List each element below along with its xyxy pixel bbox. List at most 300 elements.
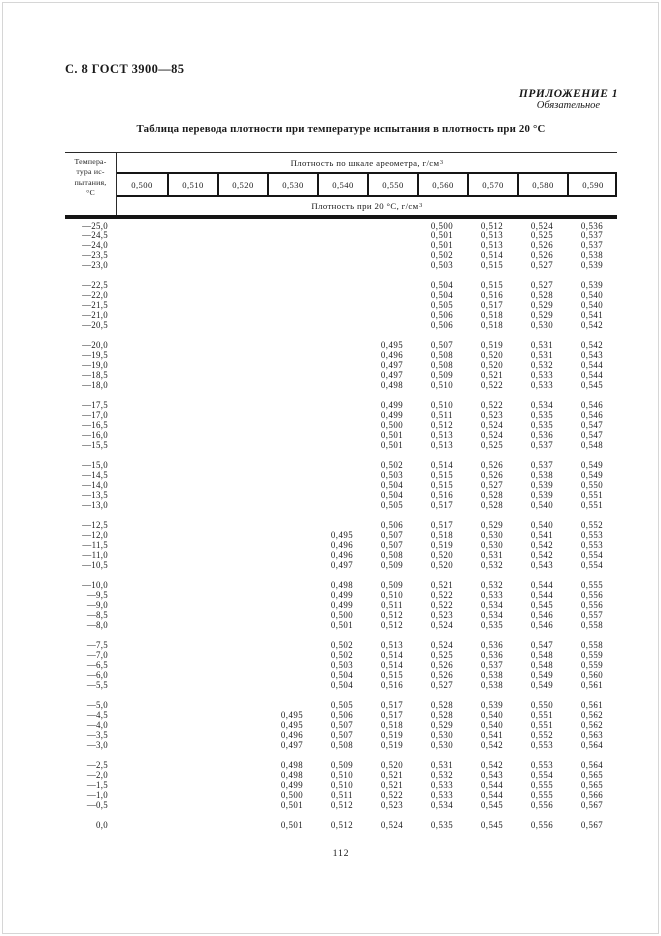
density-value-cell: 0,527 [430, 679, 454, 690]
appendix-block [519, 88, 618, 112]
density-value-cell [167, 781, 217, 791]
density-value-cell [117, 291, 167, 301]
density-value-cell [267, 351, 317, 361]
density-value-cell: 0,520 [430, 549, 454, 560]
density-value-cell [317, 281, 367, 291]
temperature-cell: —16,5 [82, 420, 108, 431]
density-value-cell: 0,533 [530, 379, 554, 390]
density-value-cell: 0,564 [580, 760, 604, 771]
density-value-cell: 0,499 [330, 590, 354, 601]
density-value-cell: 0,497 [330, 559, 354, 570]
density-value-cell: 0,525 [530, 230, 554, 241]
density-value-cell [117, 711, 167, 721]
density-value-cell [267, 291, 317, 301]
density-value-cell [117, 541, 167, 551]
density-value-cell: 0,558 [580, 640, 604, 651]
density-value-cell: 0,495 [280, 710, 304, 721]
density-value-cell [217, 261, 267, 271]
column-header-cell: 0,510 [167, 174, 217, 195]
density-value-cell: 0,536 [580, 220, 604, 231]
density-value-cell [117, 241, 167, 251]
temperature-cell: —8,5 [86, 609, 108, 620]
density-value-cell: 0,515 [430, 480, 454, 491]
density-value-cell [117, 381, 167, 391]
temperature-cell: —15,0 [82, 460, 108, 471]
density-value-cell: 0,542 [580, 319, 604, 330]
density-value-cell: 0,530 [480, 530, 504, 541]
density-value-cell: 0,522 [380, 789, 404, 800]
density-value-cell [117, 801, 167, 811]
temperature-cell: —1,0 [86, 789, 108, 800]
density-value-cell [267, 531, 317, 541]
density-value-cell: 0,531 [530, 340, 554, 351]
density-value-cell: 0,526 [530, 249, 554, 260]
density-value-cell: 0,540 [480, 719, 504, 730]
density-value-cell [217, 601, 267, 611]
density-value-cell: 0,495 [380, 340, 404, 351]
density-value-cell [267, 681, 317, 691]
density-value-cell: 0,541 [530, 530, 554, 541]
density-value-cell: 0,513 [430, 429, 454, 440]
density-value-cell [167, 801, 217, 811]
density-value-cell: 0,555 [580, 580, 604, 591]
density-value-cell: 0,544 [480, 779, 504, 790]
temperature-cell: —13,0 [82, 499, 108, 510]
density-value-cell [167, 501, 217, 511]
density-value-cell: 0,501 [330, 619, 354, 630]
density-value-cell: 0,514 [480, 249, 504, 260]
density-value-cell [217, 611, 267, 621]
density-value-cell: 0,519 [380, 729, 404, 740]
density-value-cell: 0,548 [530, 650, 554, 661]
density-value-cell [167, 441, 217, 451]
temperature-column-header [65, 153, 117, 215]
density-value-cell [217, 351, 267, 361]
density-value-cell [317, 241, 367, 251]
density-value-cell [167, 671, 217, 681]
density-value-cell [367, 261, 417, 271]
density-value-cell: 0,537 [530, 439, 554, 450]
density-value-cell: 0,540 [580, 300, 604, 311]
density-value-cell [217, 541, 267, 551]
density-value-cell: 0,520 [430, 559, 454, 570]
density-value-cell: 0,502 [430, 249, 454, 260]
density-value-cell: 0,546 [580, 410, 604, 421]
density-value-cell [117, 301, 167, 311]
density-value-cell [117, 701, 167, 711]
row-group [65, 341, 617, 390]
density-value-cell [317, 461, 367, 471]
temperature-cell: —4,5 [86, 710, 108, 721]
density-value-cell: 0,518 [380, 719, 404, 730]
density-value-cell: 0,567 [580, 820, 604, 831]
density-value-cell: 0,543 [530, 559, 554, 570]
density-value-cell: 0,510 [430, 379, 454, 390]
density-value-cell: 0,531 [530, 350, 554, 361]
density-value-cell: 0,501 [430, 240, 454, 251]
density-value-cell: 0,551 [530, 719, 554, 730]
density-value-cell [317, 441, 367, 451]
density-value-cell: 0,504 [330, 669, 354, 680]
density-value-cell [217, 281, 267, 291]
density-value-cell: 0,526 [530, 240, 554, 251]
table-row [65, 561, 617, 571]
density-value-cell: 0,535 [430, 820, 454, 831]
density-value-cell: 0,565 [580, 779, 604, 790]
row-group [65, 761, 617, 810]
density-value-cell: 0,529 [480, 520, 504, 531]
density-value-cell: 0,524 [480, 420, 504, 431]
density-value-cell [117, 611, 167, 621]
density-value-cell: 0,551 [580, 499, 604, 510]
density-value-cell [167, 531, 217, 541]
density-value-cell: 0,502 [330, 640, 354, 651]
column-header-cell: 0,500 [131, 179, 153, 190]
density-value-cell: 0,519 [430, 540, 454, 551]
density-value-cell: 0,534 [480, 600, 504, 610]
temperature-cell: —13,5 [82, 489, 108, 500]
corner-line: Темпера- [74, 157, 107, 166]
density-value-cell [167, 401, 217, 411]
temperature-cell: —6,0 [86, 669, 108, 680]
density-value-cell [267, 441, 317, 451]
density-value-cell [267, 491, 317, 501]
table-row [65, 381, 617, 391]
density-value-cell: 0,556 [580, 600, 604, 610]
density-value-cell: 0,517 [380, 710, 404, 721]
table-header-right [117, 153, 617, 215]
temperature-cell: —20,5 [82, 319, 108, 330]
density-value-cell [317, 471, 367, 481]
density-value-cell [167, 311, 217, 321]
density-value-cell [167, 321, 217, 331]
density-value-cell [117, 521, 167, 531]
density-value-cell [267, 501, 317, 511]
column-header-cell: 0,550 [367, 174, 417, 195]
density-value-cell [117, 371, 167, 381]
column-header-cell: 0,520 [217, 174, 267, 195]
density-value-cell: 0,500 [380, 420, 404, 431]
density-value-cell [167, 521, 217, 531]
temperature-cell: —11,5 [82, 540, 108, 551]
density-value-cell [217, 421, 267, 431]
column-header-cell: 0,580 [517, 174, 567, 195]
temperature-cell: —25,0 [82, 220, 108, 231]
temperature-cell: —21,0 [82, 309, 108, 320]
density-value-cell: 0,543 [480, 770, 504, 781]
density-value-cell [117, 251, 167, 261]
density-value-cell: 0,538 [480, 679, 504, 690]
row-group [65, 281, 617, 330]
density-value-cell: 0,523 [480, 410, 504, 421]
density-value-cell: 0,565 [580, 770, 604, 781]
density-value-cell [117, 311, 167, 321]
density-value-cell: 0,554 [580, 559, 604, 570]
density-value-cell [167, 651, 217, 661]
row-group [65, 581, 617, 630]
density-value-cell: 0,549 [530, 669, 554, 680]
density-value-cell: 0,556 [580, 590, 604, 601]
density-value-cell: 0,542 [580, 340, 604, 351]
density-value-cell: 0,540 [530, 520, 554, 531]
density-value-cell [317, 311, 367, 321]
density-value-cell: 0,518 [430, 530, 454, 541]
density-value-cell [267, 361, 317, 371]
density-value-cell [117, 361, 167, 371]
density-value-cell [117, 721, 167, 731]
density-20c-header-text: Плотность при 20 °С, г/см [311, 200, 419, 211]
density-value-cell [267, 521, 317, 531]
density-value-cell [217, 551, 267, 561]
density-value-cell [167, 771, 217, 781]
density-value-cell: 0,503 [380, 470, 404, 481]
density-value-cell [117, 401, 167, 411]
density-value-cell [117, 821, 167, 831]
density-value-cell: 0,535 [530, 420, 554, 431]
density-value-cell: 0,536 [480, 650, 504, 661]
temperature-cell: —8,0 [86, 619, 108, 630]
density-value-cell [317, 381, 367, 391]
density-value-cell: 0,525 [430, 650, 454, 661]
density-value-cell [317, 222, 367, 232]
density-value-cell: 0,561 [580, 700, 604, 711]
density-value-cell: 0,502 [330, 650, 354, 661]
density-value-cell: 0,527 [480, 480, 504, 491]
density-value-cell [317, 351, 367, 361]
density-value-cell: 0,546 [530, 619, 554, 630]
density-value-cell: 0,528 [530, 290, 554, 301]
density-value-cell: 0,521 [480, 369, 504, 380]
density-value-cell: 0,504 [330, 679, 354, 690]
density-value-cell: 0,539 [530, 489, 554, 500]
density-value-cell [167, 731, 217, 741]
density-value-cell [367, 301, 417, 311]
density-value-cell [217, 791, 267, 801]
page-number: 112 [332, 848, 350, 859]
density-value-cell [267, 251, 317, 261]
density-value-cell: 0,509 [380, 559, 404, 570]
density-value-cell [267, 591, 317, 601]
temperature-cell: —12,5 [82, 520, 108, 531]
density-value-cell [117, 531, 167, 541]
temperature-cell: —14,0 [82, 480, 108, 491]
density-value-cell [217, 761, 267, 771]
density-value-cell: 0,542 [530, 549, 554, 560]
density-value-cell: 0,556 [530, 799, 554, 810]
density-value-cell: 0,567 [580, 799, 604, 810]
density-value-cell [367, 311, 417, 321]
density-value-cell: 0,515 [380, 669, 404, 680]
density-value-cell: 0,528 [430, 700, 454, 711]
density-value-cell: 0,508 [430, 360, 454, 371]
temperature-cell: —9,5 [86, 590, 108, 601]
density-value-cell: 0,521 [380, 779, 404, 790]
density-value-cell: 0,548 [580, 439, 604, 450]
density-value-cell: 0,529 [430, 719, 454, 730]
density-value-cell [167, 591, 217, 601]
density-value-cell: 0,540 [480, 710, 504, 721]
table-row [65, 681, 617, 691]
density-value-cell: 0,508 [380, 549, 404, 560]
density-value-cell: 0,544 [530, 580, 554, 591]
density-value-cell: 0,495 [280, 719, 304, 730]
density-value-cell: 0,510 [330, 779, 354, 790]
density-value-cell [117, 791, 167, 801]
density-value-cell [117, 681, 167, 691]
density-value-cell [217, 471, 267, 481]
temperature-cell: —24,0 [82, 240, 108, 251]
density-value-cell [317, 321, 367, 331]
density-value-cell: 0,546 [530, 609, 554, 620]
density-value-cell: 0,506 [430, 309, 454, 320]
density-value-cell: 0,549 [580, 470, 604, 481]
density-value-cell: 0,522 [430, 600, 454, 610]
density-value-cell [217, 491, 267, 501]
density-value-cell [217, 721, 267, 731]
density-value-cell [317, 371, 367, 381]
density-value-cell: 0,524 [380, 820, 404, 831]
density-value-cell [117, 481, 167, 491]
density-value-cell: 0,513 [380, 640, 404, 651]
density-value-cell [167, 361, 217, 371]
table-header [65, 152, 617, 215]
density-value-cell: 0,501 [280, 799, 304, 810]
density-value-cell [267, 481, 317, 491]
density-value-cell [217, 251, 267, 261]
temperature-cell: —18,5 [82, 369, 108, 380]
density-value-cell: 0,545 [480, 820, 504, 831]
density-value-cell [117, 321, 167, 331]
density-value-cell [217, 671, 267, 681]
density-value-cell: 0,501 [380, 439, 404, 450]
density-value-cell [117, 421, 167, 431]
density-value-cell [217, 241, 267, 251]
density-value-cell: 0,526 [480, 460, 504, 471]
density-value-cell: 0,553 [580, 530, 604, 541]
density-value-cell [217, 561, 267, 571]
density-value-cell: 0,496 [280, 729, 304, 740]
density-value-cell [317, 341, 367, 351]
density-value-cell: 0,496 [380, 350, 404, 361]
density-value-cell: 0,538 [580, 249, 604, 260]
density-value-cell: 0,542 [480, 739, 504, 750]
density-value-cell [217, 481, 267, 491]
density-value-cell [217, 291, 267, 301]
density-value-cell [267, 341, 317, 351]
density-value-cell [267, 611, 317, 621]
density-value-cell [217, 591, 267, 601]
density-value-cell [317, 291, 367, 301]
density-value-cell: 0,560 [580, 669, 604, 680]
density-value-cell: 0,519 [480, 340, 504, 351]
density-value-cell: 0,533 [430, 789, 454, 800]
density-value-cell: 0,510 [430, 400, 454, 411]
density-value-cell: 0,499 [280, 779, 304, 790]
density-value-cell [267, 581, 317, 591]
density-value-cell: 0,551 [580, 489, 604, 500]
density-value-cell [267, 231, 317, 241]
density-value-cell: 0,522 [430, 590, 454, 601]
density-value-cell: 0,520 [480, 360, 504, 371]
density-value-cell: 0,507 [380, 530, 404, 541]
density-value-cell [117, 501, 167, 511]
density-value-cell: 0,550 [530, 700, 554, 711]
corner-line: °С [86, 188, 95, 198]
density-value-cell: 0,518 [480, 309, 504, 320]
density-value-cell: 0,523 [430, 609, 454, 620]
density-value-cell: 0,535 [480, 619, 504, 630]
density-value-cell [317, 301, 367, 311]
density-value-cell: 0,513 [480, 230, 504, 241]
density-value-cell: 0,516 [430, 489, 454, 500]
density-value-cell [117, 771, 167, 781]
density-value-cell [217, 361, 267, 371]
density-value-cell: 0,524 [430, 619, 454, 630]
density-value-cell [267, 431, 317, 441]
density-value-cell: 0,515 [480, 280, 504, 291]
density-value-cell [167, 481, 217, 491]
density-value-cell: 0,531 [430, 760, 454, 771]
density-value-cell: 0,521 [430, 580, 454, 591]
density-value-cell: 0,526 [430, 659, 454, 670]
density-value-cell [217, 801, 267, 811]
density-value-cell: 0,553 [580, 540, 604, 551]
density-value-cell: 0,566 [580, 789, 604, 800]
density-value-cell [317, 431, 367, 441]
density-value-cell [367, 222, 417, 232]
temperature-cell: —5,0 [86, 700, 108, 711]
density-value-cell: 0,559 [580, 659, 604, 670]
table-row [65, 261, 617, 271]
density-value-cell [117, 441, 167, 451]
density-value-cell: 0,528 [480, 489, 504, 500]
density-value-cell: 0,503 [430, 259, 454, 270]
density-value-cell [117, 731, 167, 741]
density-value-cell: 0,510 [380, 590, 404, 601]
density-value-cell: 0,512 [330, 799, 354, 810]
temperature-cell: —7,5 [86, 640, 108, 651]
density-value-cell: 0,506 [380, 520, 404, 531]
density-value-cell: 0,507 [330, 719, 354, 730]
density-value-cell: 0,509 [430, 369, 454, 380]
density-value-cell: 0,551 [530, 710, 554, 721]
density-value-cell [217, 441, 267, 451]
density-value-cell [217, 411, 267, 421]
density-value-cell: 0,537 [480, 659, 504, 670]
density-value-cell: 0,559 [580, 650, 604, 661]
density-value-cell [117, 621, 167, 631]
density-value-cell: 0,514 [430, 460, 454, 471]
density-20c-header: Плотность при 20 °С, г/см 3 [311, 200, 423, 211]
density-value-cell: 0,526 [480, 470, 504, 481]
corner-line: пытания, [74, 177, 107, 187]
density-value-cell: 0,508 [330, 739, 354, 750]
temperature-cell: —12,0 [82, 530, 108, 541]
density-value-cell [167, 711, 217, 721]
density-value-cell [117, 471, 167, 481]
density-value-cell: 0,534 [480, 609, 504, 620]
density-value-cell: 0,531 [480, 549, 504, 560]
density-value-cell: 0,539 [480, 700, 504, 711]
hydrometer-scale-header-text: Плотность по шкале ареометра, г/см [290, 157, 440, 168]
density-value-cell: 0,504 [380, 489, 404, 500]
density-value-cell [217, 711, 267, 721]
density-value-cell: 0,506 [430, 319, 454, 330]
density-value-cell: 0,524 [480, 429, 504, 440]
density-value-cell: 0,542 [530, 540, 554, 551]
density-value-cell [217, 301, 267, 311]
temperature-cell: —10,5 [82, 559, 108, 570]
